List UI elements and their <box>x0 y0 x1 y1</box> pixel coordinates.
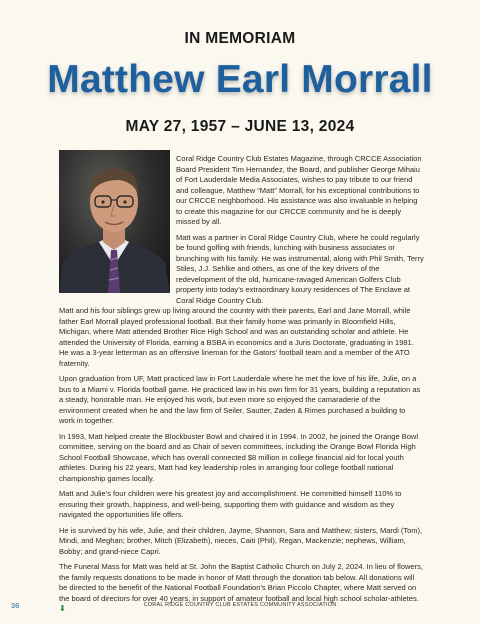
body-paragraph-6-text: The Funeral Mass for Matt was held at St. John the Baptist Catholic Church on July 2, 2024. In lieu of flowers, the family requests donations to be made in honor of Matt through the donation tab below. All donations will be directed to the benefit of the National Football Foundation’s Brian Piccolo Chapter, where Matt served on the board of directors for over 40 years, in support of amateur football and local high school scholar-athletes. <box>59 562 423 603</box>
intro-text-column <box>176 154 424 311</box>
memorial-name-title: Matthew Earl Morrall <box>47 58 433 101</box>
intro-paragraph-1: Coral Ridge Country Club Estates Magazine, through CRCCE Association Board President Tim Hernandez, the Board, and publisher George Mihaiu of Fort Lauderdale Media Associates, wishes to pay tribute to our friend and colleague, Matthew “Matt” Morrall, for his exceptional contributions to our CRCCE neighborhood. His assistance was also invaluable in helping to create this magazine for our CRCCE community and he is deeply missed by all. <box>176 154 422 226</box>
page-number: 36 <box>11 601 20 610</box>
end-of-article-arrow-icon: ⬇ <box>59 604 66 613</box>
publication-footer: CORAL RIDGE COUNTRY CLUB ESTATES COMMUNITY ASSOCIATION <box>143 602 337 608</box>
memorial-dates: MAY 27, 1957 – JUNE 13, 2024 <box>125 118 355 135</box>
body-paragraph-2: Upon graduation from UF, Matt practiced law in Fort Lauderdale where he met the love of his life, Julie, on a bus to a Miami v. Florida football game. He practiced law in his own firm for 31 years, building a reputation as a steady, honorable man. He enjoyed his work, but even more so enjoyed the camaraderie of the environment created when he and the law firm of Seiler, Sautter, Zaden & Rimes purchased a building to work in together. <box>59 374 421 425</box>
section-kicker: IN MEMORIAM <box>184 30 296 47</box>
intro-paragraph-2: Matt was a partner in Coral Ridge Country Club, where he could regularly be found golfing with friends, lunching with business associates or brunching with his family. He was instrumental, along with Phil Smith, Terry Stiles, J.J. Sehlke and others, as one of the key drivers of the redevelopment of the old, hurricane-ravaged American Golfers Club property into today’s extraordinary luxury residences of The Enclave at Coral Ridge Country Club. <box>176 232 424 305</box>
body-paragraph-3: In 1993, Matt helped create the Blockbuster Bowl and chaired it in 1994. In 2002, he joined the Orange Bowl committee, serving on the board and as Chair of seven committees, including the Orange Bowl Florida High School Football Showcase, which has overall connected $8 million in college financial aid for local youth athletes. During his 22 years, Matt had key leadership roles in arranging four college football national championship games locally. <box>59 431 418 483</box>
body-text-column <box>59 306 423 620</box>
body-paragraph-5: He is survived by his wife, Julie, and their children, Jayme, Shannon, Sara and Matthew; sisters, Mardi (Tom), Mindi, and Meghan; brother, Mitch (Elizabeth), nieces, Caiti (Phil), Regan, Mackenzie; nephews, William, Bobby; and grand-niece Capri. <box>59 525 423 556</box>
portrait-illustration <box>59 150 170 293</box>
body-paragraph-1: Matt and his four siblings grew up living around the country with their parents, Earl and Jane Morrall, while father Earl Morrall played professional football. But their family home was primarily in Bloomfield Hills, Michigan, where Matt attended Brother Rice High School and was an outstanding scholar and athlete. He attended the University of Florida, earning a BSBA in economics and a Juris Doctorate, graduating in 1981. He was a 3-year letterman as an offensive lineman for the Gators’ football team and a member of the ATO fraternity. <box>59 306 414 368</box>
portrait-photo <box>59 150 170 293</box>
body-paragraph-4: Matt and Julie’s four children were his greatest joy and accomplishment. He committed himself 110% to ensuring their growth, happiness, and well-being, supporting them with guidance and wisdom as they navigated the opportunities life offers. <box>59 489 402 519</box>
